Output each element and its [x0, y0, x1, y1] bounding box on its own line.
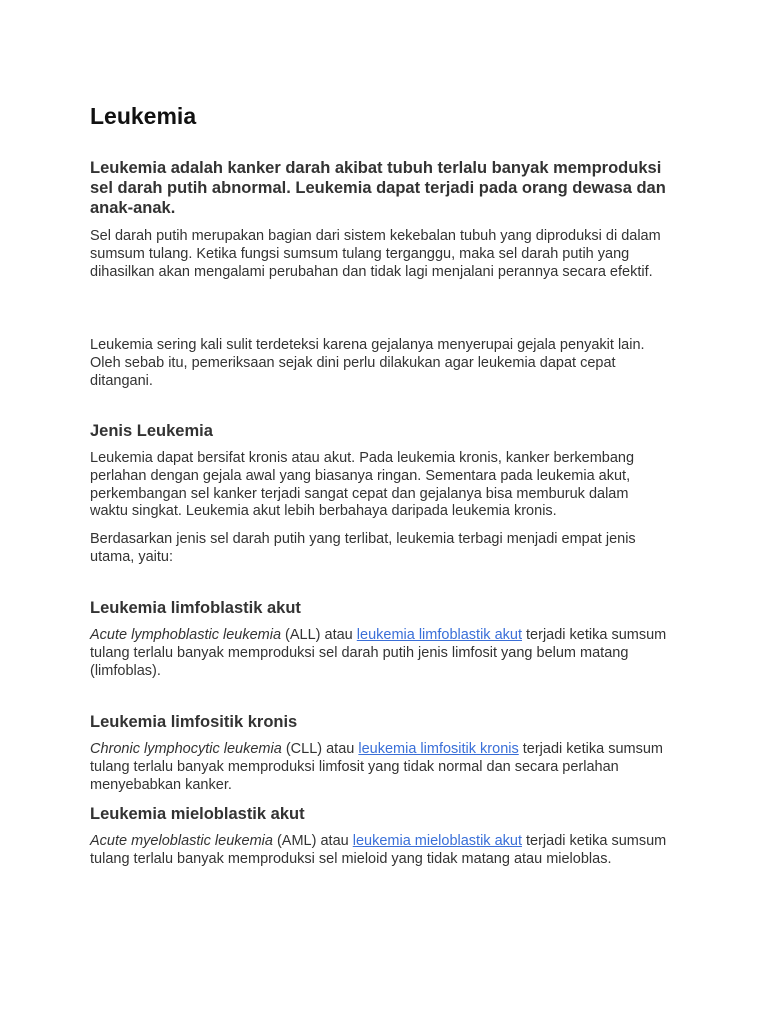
text-all: terjadi ketika sumsum tulang terlalu banyak memproduksi sel darah putih jenis limfosit yang belum matang (limfoblas). — [90, 627, 667, 679]
text-cll: terjadi ketika sumsum tulang terlalu banyak memproduksi limfosit yang tidak normal dan secara perlahan menyebabkan kanker. — [90, 741, 663, 793]
paragraph-all — [90, 627, 670, 680]
paragraph-aml — [90, 833, 670, 869]
intro-paragraph-1: Sel darah putih merupakan bagian dari sistem kekebalan tubuh yang diproduksi di dalam sumsum tulang. Ketika fungsi sumsum tulang terganggu, maka sel darah putih yang dihasilkan akan mengalami perubahan dan tidak lagi menjalani perannya secara efektif. — [90, 228, 661, 280]
term-cll: Chronic lymphocytic leukemia — [90, 741, 282, 757]
intro-paragraph-2: Leukemia sering kali sulit terdeteksi karena gejalanya menyerupai gejala penyakit lain. Oleh sebab itu, pemeriksaan sejak dini perlu dilakukan agar leukemia dapat cepat ditangani. — [90, 337, 645, 389]
section-heading-jenis: Jenis Leukemia — [90, 422, 213, 440]
term-all: Acute lymphoblastic leukemia — [90, 627, 282, 643]
lead-paragraph: Leukemia adalah kanker darah akibat tubuh terlalu banyak memproduksi sel darah putih abnormal. Leukemia dapat terjadi pada orang dewasa dan anak-anak. — [90, 159, 666, 217]
page-title: Leukemia — [90, 103, 197, 129]
link-leukemia-limfositik-kronis[interactable]: leukemia limfositik kronis — [358, 741, 519, 757]
jenis-paragraph-2: Berdasarkan jenis sel darah putih yang terlibat, leukemia terbagi menjadi empat jenis utama, yaitu: — [90, 531, 636, 565]
abbr-all: (ALL) atau — [281, 627, 357, 643]
jenis-paragraph-1: Leukemia dapat bersifat kronis atau akut. Pada leukemia kronis, kanker berkembang perlahan dengan gejala awal yang biasanya ringan. Sementara pada leukemia akut, perkembangan sel kanker terjadi sangat cepat dan gejalanya bisa memburuk dalam waktu singkat. Leukemia akut lebih berbahaya daripada leukemia kronis. — [90, 450, 635, 520]
term-aml: Acute myeloblastic leukemia — [90, 833, 273, 849]
abbr-aml: (AML) atau — [272, 833, 353, 849]
paragraph-cll — [90, 741, 670, 794]
text-aml: terjadi ketika sumsum tulang terlalu banyak memproduksi sel mieloid yang tidak matang atau mieloblas. — [90, 833, 667, 867]
subheading-aml: Leukemia mieloblastik akut — [90, 805, 305, 823]
subheading-all: Leukemia limfoblastik akut — [90, 599, 301, 617]
link-leukemia-limfoblastik-akut[interactable]: leukemia limfoblastik akut — [356, 627, 522, 643]
link-leukemia-mieloblastik-akut[interactable]: leukemia mieloblastik akut — [352, 833, 522, 849]
abbr-cll: (CLL) atau — [281, 741, 359, 757]
subheading-cll: Leukemia limfositik kronis — [90, 713, 298, 731]
